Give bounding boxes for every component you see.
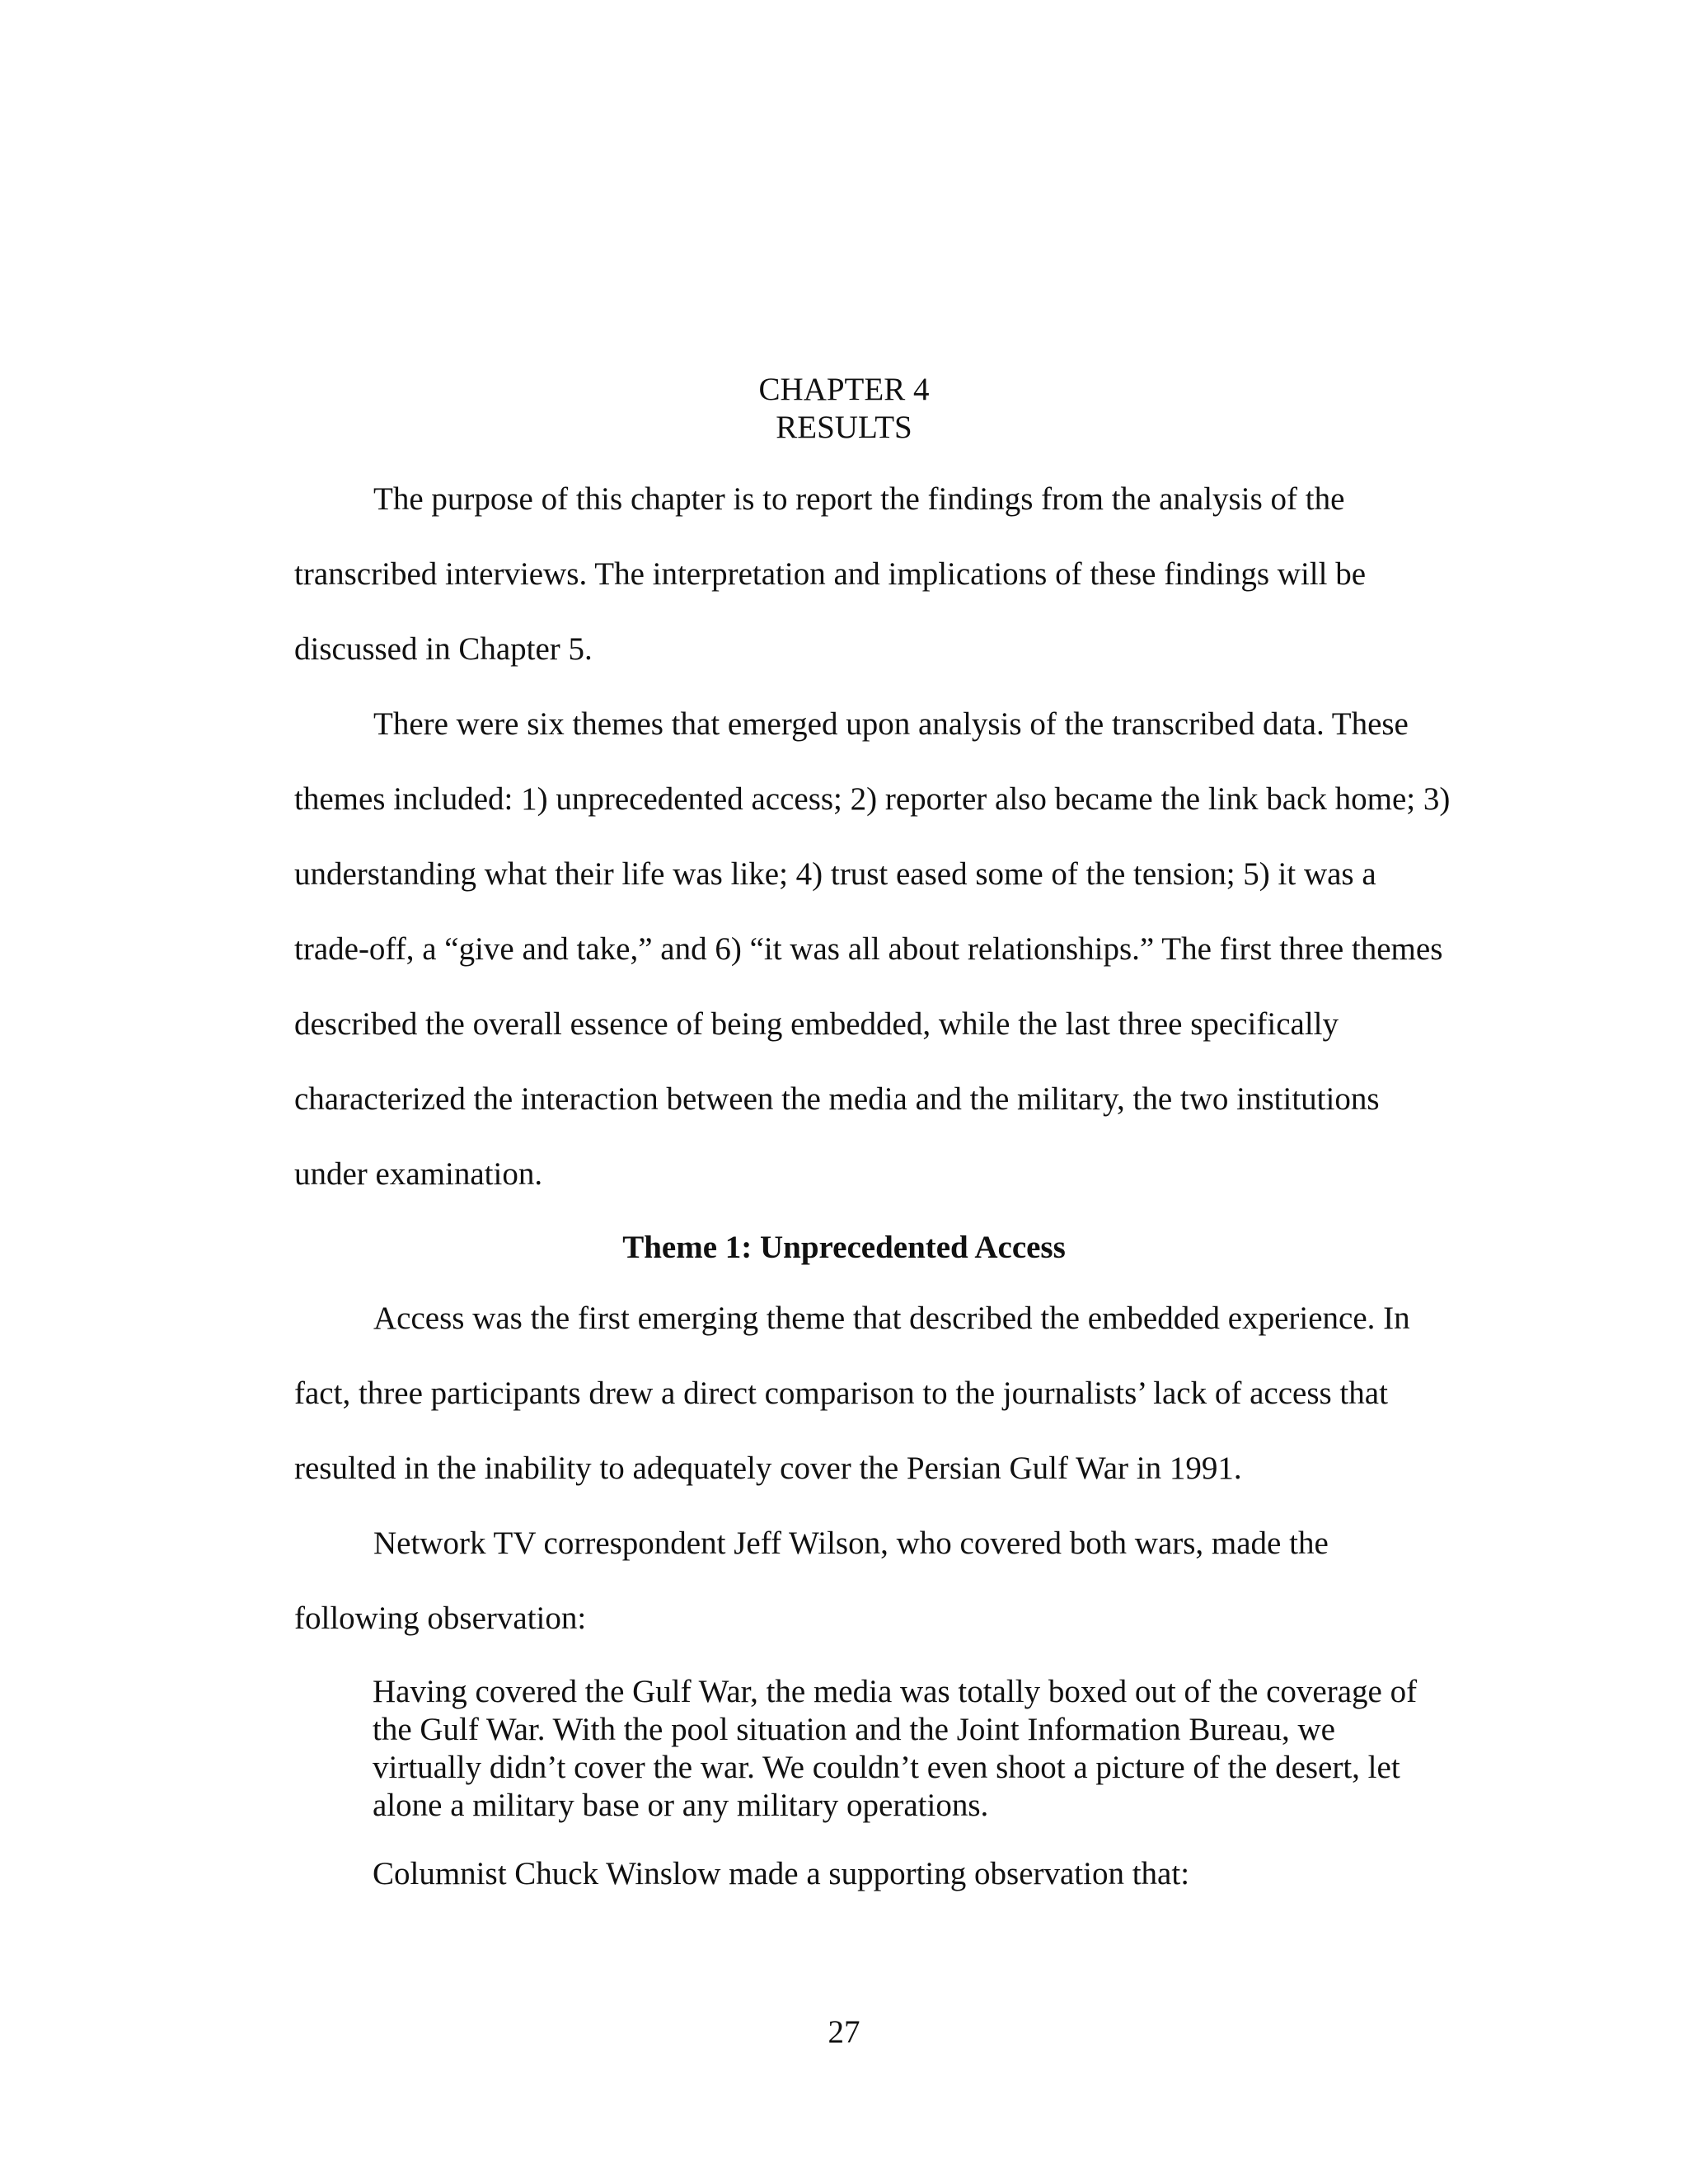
- quote-line-1: Having covered the Gulf War, the media was totally boxed out of the coverage of: [373, 1674, 1418, 1709]
- section-heading: Theme 1: Unprecedented Access: [622, 1230, 1066, 1265]
- intro-p1-line-2: transcribed interviews. The interpretation and implications of these findings will be: [294, 556, 1367, 592]
- theme-p2-line-2: following observation:: [294, 1601, 587, 1636]
- quote-line-2: the Gulf War. With the pool situation and the Joint Information Bureau, we: [373, 1712, 1335, 1747]
- chapter-number: CHAPTER 4: [758, 372, 930, 407]
- theme-p2-line-1: Network TV correspondent Jeff Wilson, who covered both wars, made the: [373, 1526, 1329, 1561]
- theme-text: [294, 1281, 1481, 1656]
- page-number: 27: [828, 2014, 860, 2050]
- intro-p2-line-6: characterized the interaction between the media and the military, the two institutions: [294, 1081, 1380, 1117]
- theme-p1-line-3: resulted in the inability to adequately cover the Persian Gulf War in 1991.: [294, 1451, 1242, 1486]
- theme-p1-line-1: Access was the first emerging theme that described the embedded experience. In: [373, 1301, 1410, 1336]
- quote-line-3: virtually didn’t cover the war. We couldn’t even shoot a picture of the desert, let: [373, 1750, 1400, 1785]
- intro-text: [294, 462, 1481, 1212]
- intro-p1-line-1: The purpose of this chapter is to report the findings from the analysis of the: [373, 481, 1345, 517]
- chapter-title: RESULTS: [776, 410, 912, 445]
- intro-p2-line-2: themes included: 1) unprecedented access; 2) reporter also became the link back home; 3): [294, 781, 1451, 817]
- intro-p2-line-4: trade-off, a “give and take,” and 6) “it was all about relationships.” The first three themes: [294, 931, 1443, 967]
- intro-p2-line-5: described the overall essence of being embedded, while the last three specifically: [294, 1006, 1339, 1042]
- block-quote: [373, 1673, 1461, 1825]
- chapter-heading: [0, 371, 1688, 447]
- intro-p1-line-3: discussed in Chapter 5.: [294, 631, 593, 667]
- quote-line-4: alone a military base or any military operations.: [373, 1788, 989, 1823]
- theme-p1-line-2: fact, three participants drew a direct comparison to the journalists’ lack of access that: [294, 1376, 1388, 1411]
- intro-p2-line-1: There were six themes that emerged upon analysis of the transcribed data. These: [373, 706, 1409, 742]
- intro-p2-line-7: under examination.: [294, 1156, 543, 1192]
- after-quote-text: Columnist Chuck Winslow made a supporting observation that:: [373, 1856, 1190, 1891]
- intro-p2-line-3: understanding what their life was like; 4) trust eased some of the tension; 5) it was a: [294, 856, 1376, 892]
